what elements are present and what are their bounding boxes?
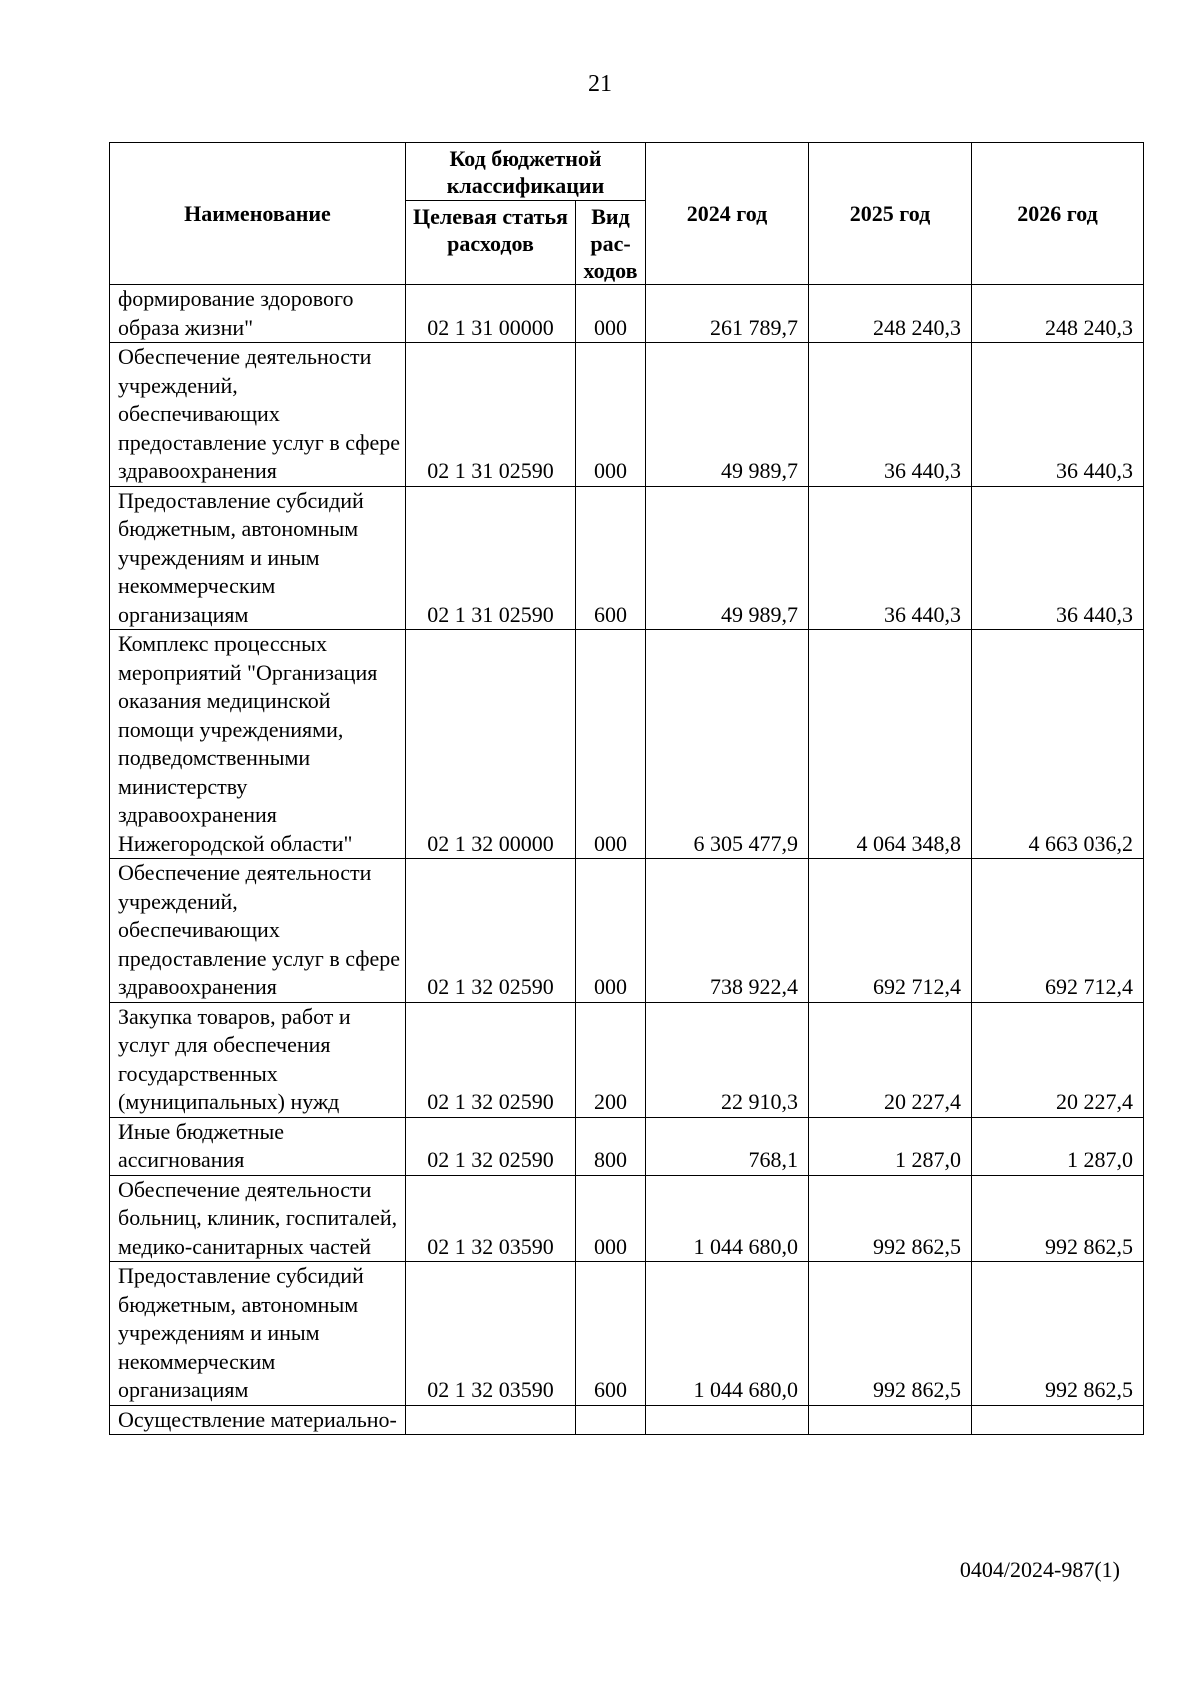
cell-2025: 4 064 348,8 [809,630,972,859]
cell-name: Предоставление субсидий бюджетным, автономным учреждениям и иным некоммерческим организациям [110,1262,406,1406]
table-row [110,859,1144,1003]
header-2026: 2026 год [972,143,1144,285]
header-kbk-group: Код бюджетной классификации [406,143,646,201]
cell-expense-type: 000 [576,1175,646,1262]
cell-expense-type: 000 [576,343,646,487]
cell-2026: 36 440,3 [972,343,1144,487]
cell-2026: 692 712,4 [972,859,1144,1003]
cell-expense-type: 600 [576,1262,646,1406]
cell-2026: 1 287,0 [972,1117,1144,1175]
table-body [110,285,1144,1435]
cell-2026: 992 862,5 [972,1262,1144,1406]
table-row [110,630,1144,859]
cell-name: Предоставление субсидий бюджетным, автономным учреждениям и иным некоммерческим организациям [110,486,406,630]
cell-target-article: 02 1 32 02590 [406,859,576,1003]
cell-expense-type: 800 [576,1117,646,1175]
cell-name: Осуществление материально- [110,1405,406,1435]
cell-name: Закупка товаров, работ и услуг для обеспечения государственных (муниципальных) нужд [110,1002,406,1117]
table-header [110,143,1144,285]
budget-table [109,142,1144,1435]
header-name: Наименование [110,143,406,285]
cell-name: Обеспечение деятельности больниц, клиник, госпиталей, медико-санитарных частей [110,1175,406,1262]
cell-target-article: 02 1 32 00000 [406,630,576,859]
cell-target-article: 02 1 32 03590 [406,1175,576,1262]
cell-target-article: 02 1 31 00000 [406,285,576,343]
cell-2024: 768,1 [646,1117,809,1175]
cell-name: Обеспечение деятельности учреждений, обеспечивающих предоставление услуг в сфере здравоохранения [110,343,406,487]
cell-2026: 248 240,3 [972,285,1144,343]
cell-2026: 36 440,3 [972,486,1144,630]
document-id: 0404/2024-987(1) [959,1557,1120,1582]
table-row [110,1262,1144,1406]
cell-2026: 992 862,5 [972,1175,1144,1262]
cell-2025: 36 440,3 [809,343,972,487]
cell-name: Иные бюджетные ассигнования [110,1117,406,1175]
cell-2026 [972,1405,1144,1435]
cell-2026: 20 227,4 [972,1002,1144,1117]
page-number: 21 [588,71,612,97]
cell-name: Обеспечение деятельности учреждений, обеспечивающих предоставление услуг в сфере здравоохранения [110,859,406,1003]
cell-name: формирование здорового образа жизни" [110,285,406,343]
cell-target-article: 02 1 31 02590 [406,486,576,630]
table-row [110,1117,1144,1175]
table-row [110,285,1144,343]
cell-target-article: 02 1 31 02590 [406,343,576,487]
cell-expense-type: 000 [576,630,646,859]
cell-name: Комплекс процессных мероприятий "Организация оказания медицинской помощи учреждениями, подведомственными министерству здравоохранения Нижегородской области" [110,630,406,859]
cell-2026: 4 663 036,2 [972,630,1144,859]
cell-2025: 992 862,5 [809,1175,972,1262]
table-row [110,486,1144,630]
cell-2025: 692 712,4 [809,859,972,1003]
cell-2025: 1 287,0 [809,1117,972,1175]
header-2025: 2025 год [809,143,972,285]
cell-2024: 22 910,3 [646,1002,809,1117]
cell-2024 [646,1405,809,1435]
header-expense-type: Вид рас-ходов [576,201,646,285]
cell-2024: 1 044 680,0 [646,1175,809,1262]
cell-2024: 49 989,7 [646,343,809,487]
cell-2025: 20 227,4 [809,1002,972,1117]
cell-2024: 261 789,7 [646,285,809,343]
table-row [110,1002,1144,1117]
cell-2025: 992 862,5 [809,1262,972,1406]
cell-2024: 6 305 477,9 [646,630,809,859]
cell-target-article [406,1405,576,1435]
cell-expense-type: 000 [576,859,646,1003]
table-row [110,343,1144,487]
cell-2024: 738 922,4 [646,859,809,1003]
cell-expense-type [576,1405,646,1435]
cell-2025: 36 440,3 [809,486,972,630]
header-target-article: Целевая статья расходов [406,201,576,285]
cell-expense-type: 000 [576,285,646,343]
header-2024: 2024 год [646,143,809,285]
cell-target-article: 02 1 32 02590 [406,1117,576,1175]
cell-target-article: 02 1 32 02590 [406,1002,576,1117]
cell-expense-type: 200 [576,1002,646,1117]
table-row [110,1175,1144,1262]
cell-2025: 248 240,3 [809,285,972,343]
cell-target-article: 02 1 32 03590 [406,1262,576,1406]
cell-2024: 49 989,7 [646,486,809,630]
cell-2024: 1 044 680,0 [646,1262,809,1406]
cell-expense-type: 600 [576,486,646,630]
cell-2025 [809,1405,972,1435]
table-row [110,1405,1144,1435]
